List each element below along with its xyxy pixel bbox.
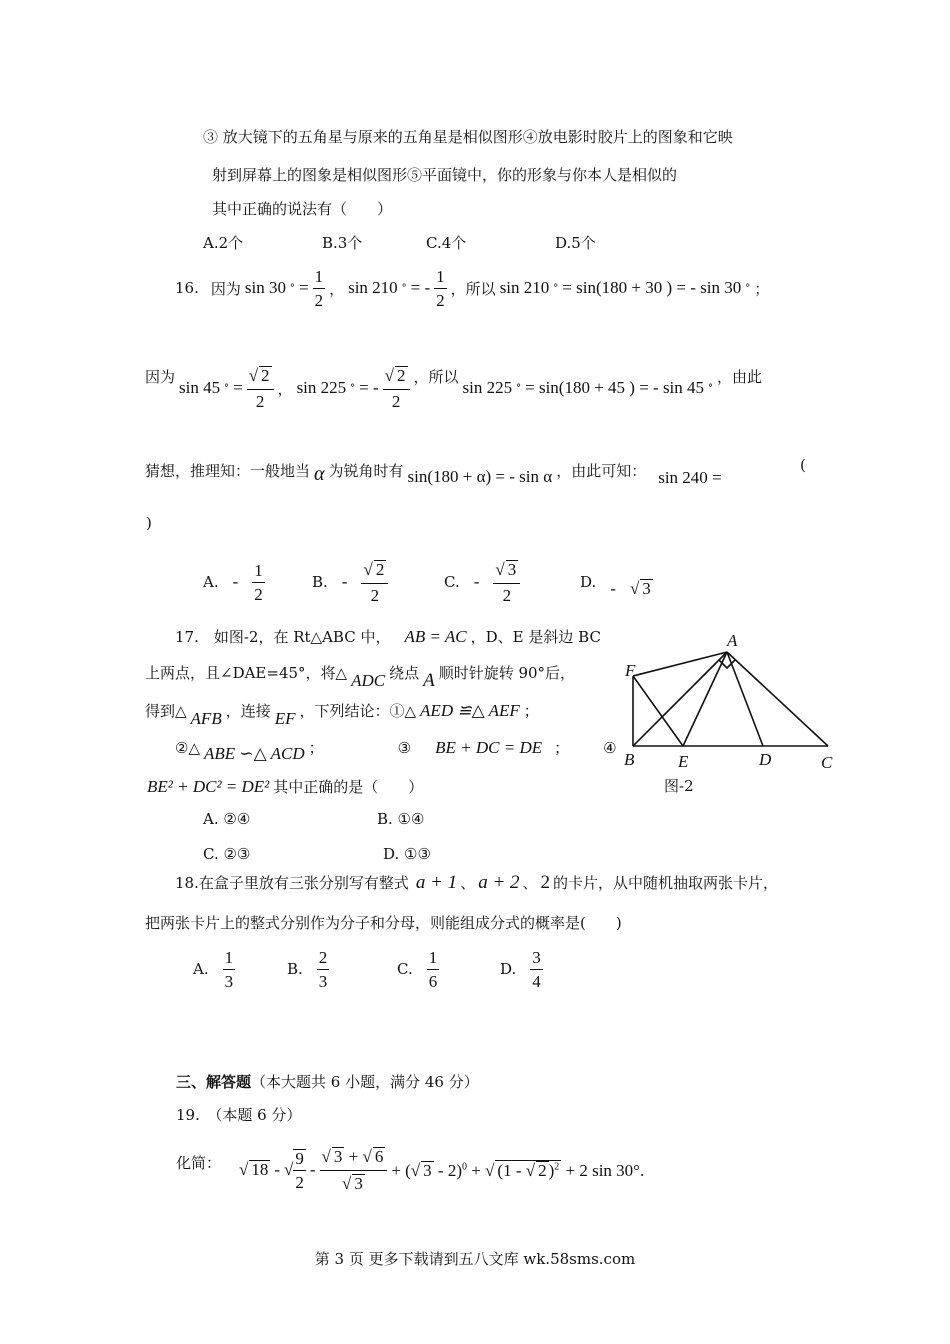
q18-option-b: B. $\frac{2}{3}$ xyxy=(287,947,328,991)
q16-expr2: = sin(180 + 45 ) = - sin 45 xyxy=(525,378,705,397)
q16-expr1: = sin(180 + 30 ) = - sin 30 xyxy=(562,278,742,297)
q17-line3: 得到△ AFB ，连接 EF ，下列结论：①△ AED ≌△ AEF ； xyxy=(145,701,539,728)
q16-sin210: sin 210 xyxy=(348,278,398,297)
label-e: E xyxy=(678,752,689,768)
q18-option-a: A. $\frac{1}{3}$ xyxy=(193,947,234,991)
q16-half-fraction: $\frac{1}{2}$ xyxy=(314,266,324,310)
q16-rule: sin(180 + α) = - sin α xyxy=(407,467,553,486)
page-footer: 第 3 页 更多下载请到五八文库 wk.58sms.com xyxy=(314,1250,636,1268)
q16-line1: 16. 因为 sin 30 ° = $\frac{1}{2}$ ， sin 210 ° = - $\frac{1}{2}$ ，所以 sin 210 ° = sin(180 + 30 ) = - sin 30 ° ； xyxy=(175,266,770,310)
section3-heading: 三、解答题（本大题共 6 小题，满分 46 分） xyxy=(176,1073,479,1091)
q16-sin30: sin 30 xyxy=(244,278,286,297)
label-f: F xyxy=(625,661,636,680)
q16-option-b: B. - $\frac{√ 2}{2}$ xyxy=(312,556,388,608)
q17-option-c: C. ②③ xyxy=(203,845,251,863)
q15-option-a: A.2个 xyxy=(203,234,244,252)
q16-sin240: sin 240 = xyxy=(658,468,722,487)
q17-line2: 上两点，且∠DAE=45°，将△ ADC 绕点 A 顺时针旋转 90°后， xyxy=(145,664,576,691)
q15-line3: 其中正确的说法有（ ） xyxy=(212,200,393,218)
q16-alpha: α xyxy=(314,462,325,485)
q16-option-d: D. - √ 3 xyxy=(580,573,651,598)
q15-option-d: D.5个 xyxy=(555,234,596,252)
q17-option-b: B. ①④ xyxy=(377,810,425,828)
q19-expression: 化简： √ 18 - √ $\frac{9}{2}$ - $\frac{√ 3 + √ 6}{√ 3}$ + (√ 3 - 2)$^0$ + √ (1 - √ 2 )$^2$ + 2 sin 30°. xyxy=(176,1146,645,1193)
label-c: C xyxy=(821,753,833,768)
q16-neg-root2-fraction: $\frac{√ 2}{2}$ xyxy=(383,366,410,410)
q16-because: 因为 xyxy=(210,279,241,298)
q15-option-b: B.3个 xyxy=(322,234,363,252)
label-b: B xyxy=(624,750,635,768)
label-d: D xyxy=(759,750,772,768)
q17-option-d: D. ①③ xyxy=(383,845,431,863)
segment-ac xyxy=(727,652,828,746)
q15-line2: 射到屏幕上的图象是相似图形⑤平面镜中，你的形象与你本人是相似的 xyxy=(212,166,678,184)
q16-root2-fraction: $\frac{√ 2}{2}$ xyxy=(247,366,274,410)
q18-option-c: C. $\frac{1}{6}$ xyxy=(397,947,438,991)
q16-line3: 猜想，推理知：一般地当 α 为锐角时有 sin(180 + α) = - sin α ，由此可知： sin 240 = xyxy=(145,461,722,487)
segment-af xyxy=(633,652,727,676)
segment-ab xyxy=(633,652,727,746)
q17-figure xyxy=(615,628,845,768)
q18-line1: 18.在盒子里放有三张分别写有整式 a + 1 、 a + 2 、 2 的卡片，从中随机抽取两张卡片， xyxy=(175,872,779,893)
q16-line2: 因为 sin 45 ° = $\frac{√ 2}{2}$ ， sin 225 ° = - $\frac{√ 2}{2}$ ，所以 sin 225 ° = sin(180 + 45 ) = - sin 45 ° ，由此 xyxy=(145,366,763,411)
q16-option-a: A. - $\frac{1}{2}$ xyxy=(203,560,263,604)
q19-header: 19. （本题 6 分） xyxy=(176,1106,302,1124)
q17-line1: 17. 如图-2，在 Rt△ABC 中， AB = AC ，D、E 是斜边 BC xyxy=(175,627,601,646)
segment-ef xyxy=(633,676,683,746)
q15-line1: ③ 放大镜下的五角星与原来的五角星是相似图形④放电影时胶片上的图象和它映 xyxy=(203,128,733,146)
q16-option-c: C. - $\frac{√ 3}{2}$ xyxy=(444,556,520,608)
segment-ae xyxy=(683,652,727,746)
q18-line2: 把两张卡片上的整式分别作为分子和分母，则能组成分式的概率是( ) xyxy=(145,914,622,932)
segment-ad xyxy=(727,652,763,746)
q17-option-a: A. ②④ xyxy=(203,810,251,828)
q17-figure-caption: 图-2 xyxy=(664,777,694,795)
label-a: A xyxy=(727,631,738,650)
q17-line4: ②△ ABE ∽△ ACD ； ③ BE + DC = DE ； ④ xyxy=(175,738,617,763)
q18-option-d: D. $\frac{3}{4}$ xyxy=(500,947,541,991)
q15-option-c: C.4个 xyxy=(426,234,467,252)
q17-line5: BE² + DC² = DE² 其中正确的是（ ） xyxy=(147,777,424,796)
q16-neg-half-fraction: $\frac{1}{2}$ xyxy=(436,266,445,310)
q16-number: 16. xyxy=(175,279,199,297)
